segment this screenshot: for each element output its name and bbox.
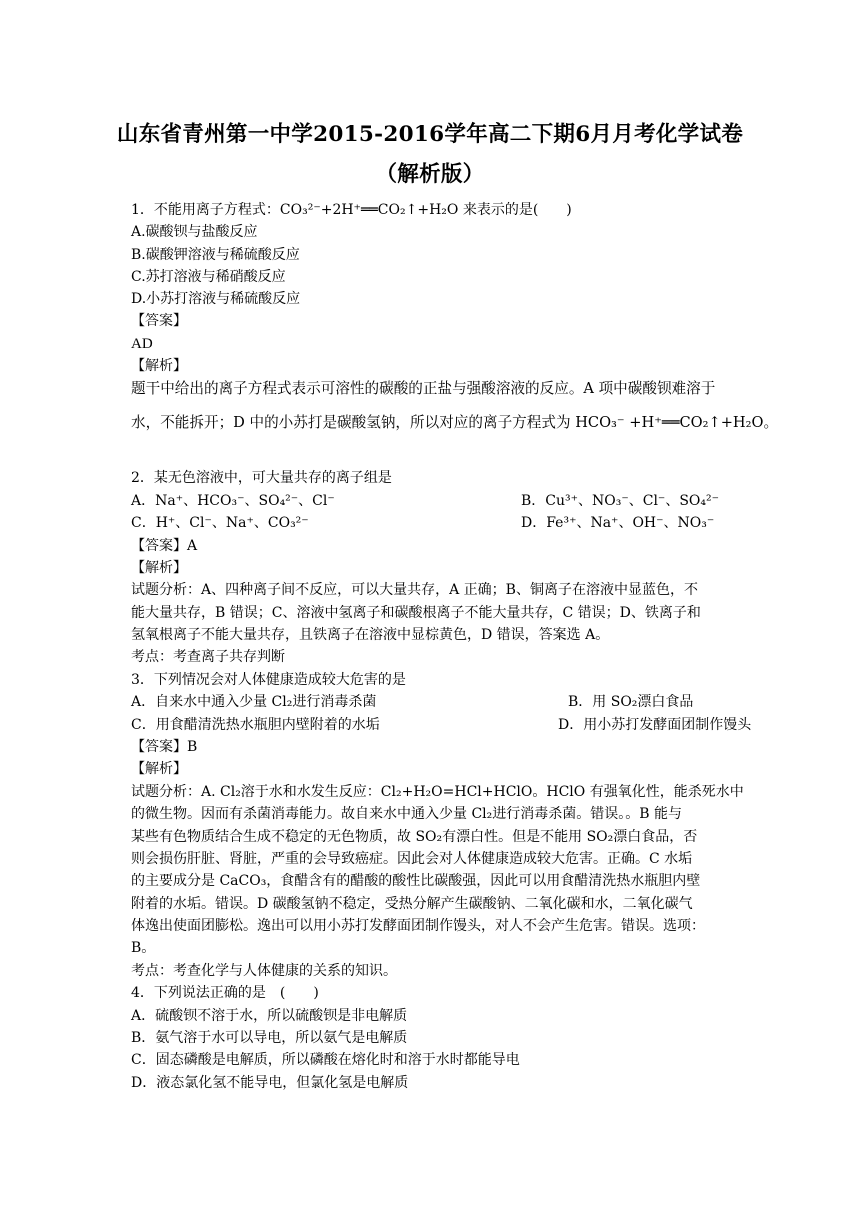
q2-stem: 2．某无色溶液中，可大量共存的离子组是: [131, 470, 392, 486]
q3-option-row: [131, 691, 694, 713]
q4-option-a: A．硫酸钡不溶于水，所以硫酸钡是非电解质: [131, 1008, 408, 1024]
q2-option-row: [131, 490, 720, 512]
q2-analysis-line: 氢氧根离子不能大量共存，且铁离子在溶液中显棕黄色，D 错误，答案选 A。: [131, 627, 610, 643]
q2-point: 考点：考查离子共存判断: [131, 649, 285, 665]
q2-analysis-line: 试题分析：A、四种离子间不反应，可以大量共存，A 正确；B、铜离子在溶液中显蓝色，不: [131, 582, 698, 598]
q1-analysis-line: 水，不能拆开；D 中的小苏打是碳酸氢钠，所以对应的离子方程式为 HCO₃⁻ +H⁺══CO₂↑+H₂O。: [131, 414, 779, 431]
q3-analysis-line: 某些有色物质结合生成不稳定的无色物质，故 SO₂有漂白性。但是不能用 SO₂漂白食品，否: [131, 829, 698, 845]
q2-answer: 【答案】A: [131, 538, 198, 554]
q4-option-c: C．固态磷酸是电解质，所以磷酸在熔化时和溶于水时都能导电: [131, 1052, 520, 1068]
q1-analysis-label: 【解析】: [131, 358, 187, 374]
q3-point: 考点：考查化学与人体健康的关系的知识。: [131, 963, 397, 979]
q3-analysis-label: 【解析】: [131, 761, 187, 777]
q3-analysis-line: 的主要成分是 CaCO₃，食醋含有的醋酸的酸性比碳酸强，因此可以用食醋清洗热水瓶胆内壁: [131, 873, 701, 889]
q3-option-c: C．用食醋清洗热水瓶胆内壁附着的水垢: [131, 717, 380, 733]
q3-option-a: A．自来水中通入少量 Cl₂进行消毒杀菌: [131, 694, 377, 710]
q3-analysis-line: 的微生物。因而有杀菌消毒能力。故自来水中通入少量 Cl₂进行消毒杀菌。错误。。B 能与: [131, 806, 682, 822]
q4-option-d: D．液态氯化氢不能导电，但氯化氢是电解质: [131, 1075, 409, 1091]
q2-option-a: A．Na⁺、HCO₃⁻、SO₄²⁻、Cl⁻: [131, 493, 335, 509]
q1-option-b: B.碳酸钾溶液与稀硫酸反应: [131, 247, 300, 263]
q3-analysis-line: 试题分析：A. Cl₂溶于水和水发生反应：Cl₂+H₂O=HCl+HClO。HClO 有强氧化性，能杀死水中: [131, 784, 744, 800]
q2-option-d: D．Fe³⁺、Na⁺、OH⁻、NO₃⁻: [521, 515, 715, 531]
q3-option-row: [131, 714, 752, 736]
q1-answer-label: 【答案】: [131, 313, 187, 329]
q3-option-b: B．用 SO₂漂白食品: [568, 694, 694, 710]
q4-stem: 4．下列说法正确的是 ( ): [131, 985, 319, 1001]
q3-option-d: D．用小苏打发酵面团制作馒头: [558, 717, 752, 733]
q3-analysis-line: 体逸出使面团膨松。逸出可以用小苏打发酵面团制作馒头，对人不会产生危害。错误。选项：: [131, 918, 705, 934]
q3-answer: 【答案】B: [131, 739, 198, 755]
q3-stem: 3．下列情况会对人体健康造成较大危害的是: [131, 672, 406, 688]
q2-option-c: C．H⁺、Cl⁻、Na⁺、CO₃²⁻: [131, 515, 309, 531]
document-title: 山东省青州第一中学2015-2016学年高二下期6月月考化学试卷: [116, 122, 744, 147]
q3-analysis-line: B。: [131, 940, 156, 956]
q1-option-c: C.苏打溶液与稀硝酸反应: [131, 269, 286, 285]
q3-analysis-line: 则会损伤肝脏、肾脏，严重的会导致癌症。因此会对人体健康造成较大危害。正确。C 水垢: [131, 851, 693, 867]
q1-answer: AD: [131, 336, 153, 352]
document-subtitle: （解析版）: [375, 162, 485, 187]
q4-option-b: B．氨气溶于水可以导电，所以氨气是电解质: [131, 1030, 408, 1046]
q1-analysis-line: 题干中给出的离子方程式表示可溶性的碳酸的正盐与强酸溶液的反应。A 项中碳酸钡难溶于: [131, 380, 716, 397]
q2-option-row: [131, 512, 715, 534]
q2-option-b: B．Cu³⁺、NO₃⁻、Cl⁻、SO₄²⁻: [521, 493, 720, 509]
q2-analysis-line: 能大量共存，B 错误；C、溶液中氢离子和碳酸根离子不能大量共存，C 错误；D、铁离子和: [131, 605, 701, 621]
q1-option-a: A.碳酸钡与盐酸反应: [131, 224, 258, 240]
q3-analysis-line: 附着的水垢。错误。D 碳酸氢钠不稳定，受热分解产生碳酸钠、二氧化碳和水，二氧化碳气: [131, 896, 693, 912]
q1-stem: 1．不能用离子方程式：CO₃²⁻+2H⁺══CO₂↑+H₂O 来表示的是( ): [131, 202, 572, 218]
q2-analysis-label: 【解析】: [131, 560, 187, 576]
q1-option-d: D.小苏打溶液与稀硫酸反应: [131, 291, 301, 307]
